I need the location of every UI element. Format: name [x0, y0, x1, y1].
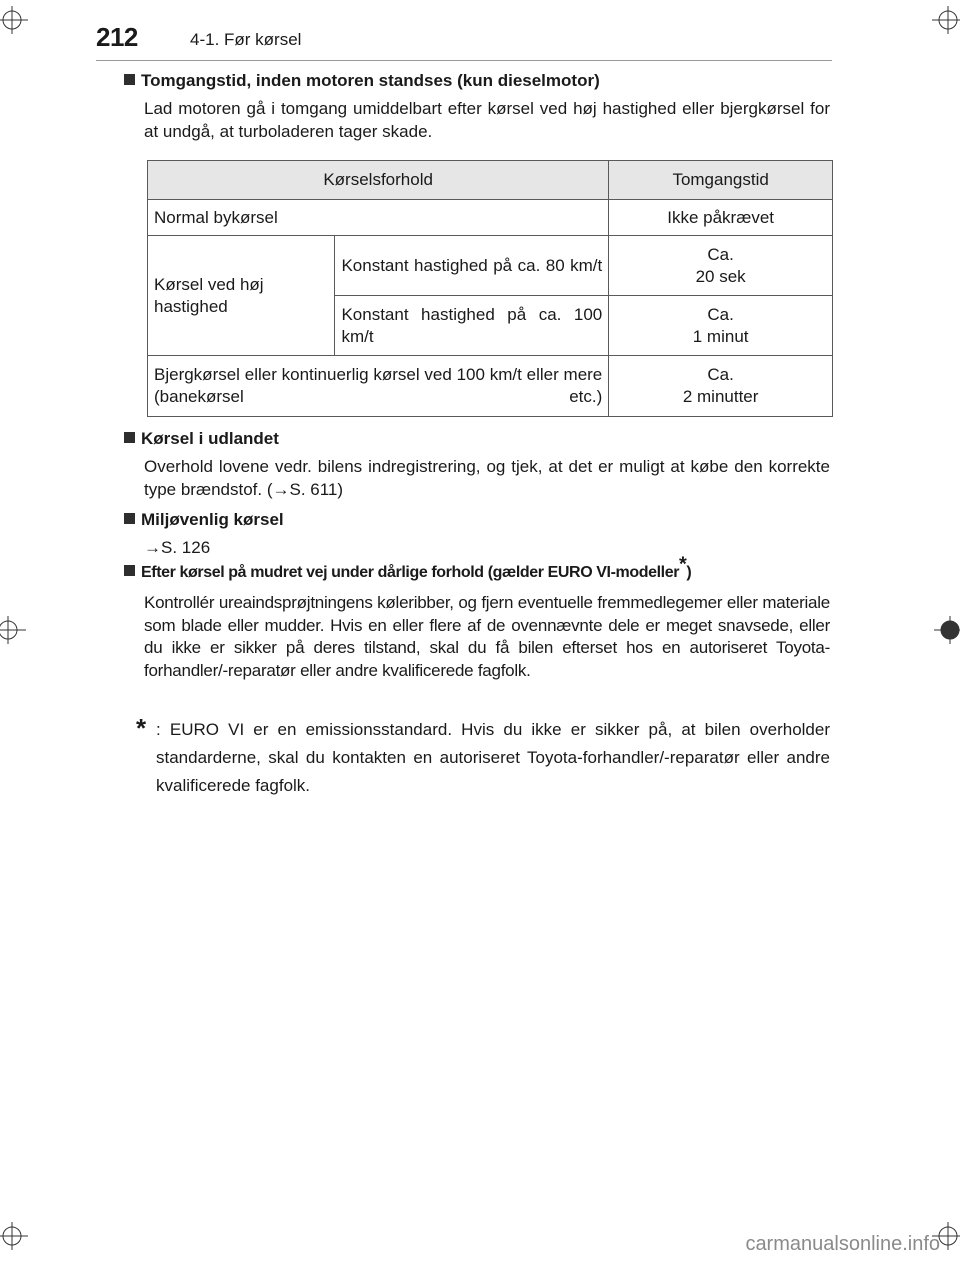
square-bullet-icon [124, 432, 135, 443]
square-bullet-icon [124, 513, 135, 524]
table-header-idle-time: Tomgangstid [609, 161, 833, 200]
table-row [148, 200, 833, 236]
crop-mark-mid-left-icon [0, 610, 38, 650]
section-body: Lad motoren gå i tomgang umiddelbart efter kørsel ved høj hastighed eller bjergkørsel for at undgå, at turboladeren tager skade. [144, 99, 830, 141]
square-bullet-icon [124, 74, 135, 85]
table-cell-sub: Konstant hastighed på ca. 80 km/t [335, 236, 609, 296]
section-idle-time [124, 70, 830, 143]
square-bullet-icon [124, 565, 135, 576]
table-cell-time: Ca. 2 minutter [609, 356, 833, 417]
section-heading: Kørsel i udlandet [124, 428, 830, 450]
idle-time-table [147, 160, 833, 417]
section-body: →S. 126 [144, 538, 211, 557]
section-title: 4-1. Før kørsel [190, 30, 302, 49]
section-body: Overhold lovene vedr. bilens indregistrering, og tjek, at det er muligt at købe den korrekte type brændstof. (→S. 611) [144, 457, 830, 499]
table-header-condition: Kørselsforhold [148, 161, 609, 200]
crop-mark-bottom-left-icon [0, 1216, 38, 1256]
watermark: carmanualsonline.info [745, 1233, 940, 1255]
crop-mark-mid-right-icon [922, 610, 960, 650]
table-cell-condition: Normal bykørsel [148, 200, 609, 236]
table-cell-time: Ca. 20 sek [609, 236, 833, 296]
section-heading: Tomgangstid, inden motoren standses (kun dieselmotor) [124, 70, 830, 92]
page-number: 212 [96, 22, 138, 52]
section-driving-abroad [124, 428, 830, 501]
footnote-text: : EURO VI er en emissionsstandard. Hvis du ikke er sikker på, at bilen overholder standarderne, skal du kontakten en autoriseret Toyota-forhandler/-reparatør eller andre kvalificerede fagfolk. [156, 720, 830, 795]
table-row [148, 356, 833, 417]
crop-mark-top-right-icon [922, 0, 960, 40]
footnote [136, 713, 830, 800]
section-heading: Efter kørsel på mudret vej under dårlige forhold (gælder EURO VI-modeller*) [124, 562, 830, 584]
table-header-row [148, 161, 833, 200]
section-heading: Miljøvenlig kørsel [124, 509, 830, 531]
table-cell-group: Kørsel ved høj hastighed [148, 236, 335, 356]
table-cell-time: Ca. 1 minut [609, 296, 833, 356]
header-divider [96, 60, 832, 61]
table-cell-sub: Konstant hastighed på ca. 100 km/t [335, 296, 609, 356]
section-body: Kontrollér ureaindsprøjtningens køleribber, og fjern eventuelle fremmedlegemer eller materiale som blade eller mudder. Hvis en eller flere af de ovennævnte dele er meget snavsede, eller du ikke er sikker på deres tilstand, skal du få bilen efterset hos en autoriseret Toyota-forhandler/-reparatør eller andre kvalificerede fagfolk. [144, 593, 830, 680]
table-cell-condition: Bjergkørsel eller kontinuerlig kørsel ved 100 km/t eller mere (banekørsel etc.) [148, 356, 609, 417]
section-eco-driving [124, 509, 830, 560]
footnote-marker: * [136, 713, 147, 743]
crop-mark-top-left-icon [0, 0, 38, 40]
section-muddy-road [124, 553, 830, 682]
table-row [148, 236, 833, 296]
table-cell-time: Ikke påkrævet [609, 200, 833, 236]
